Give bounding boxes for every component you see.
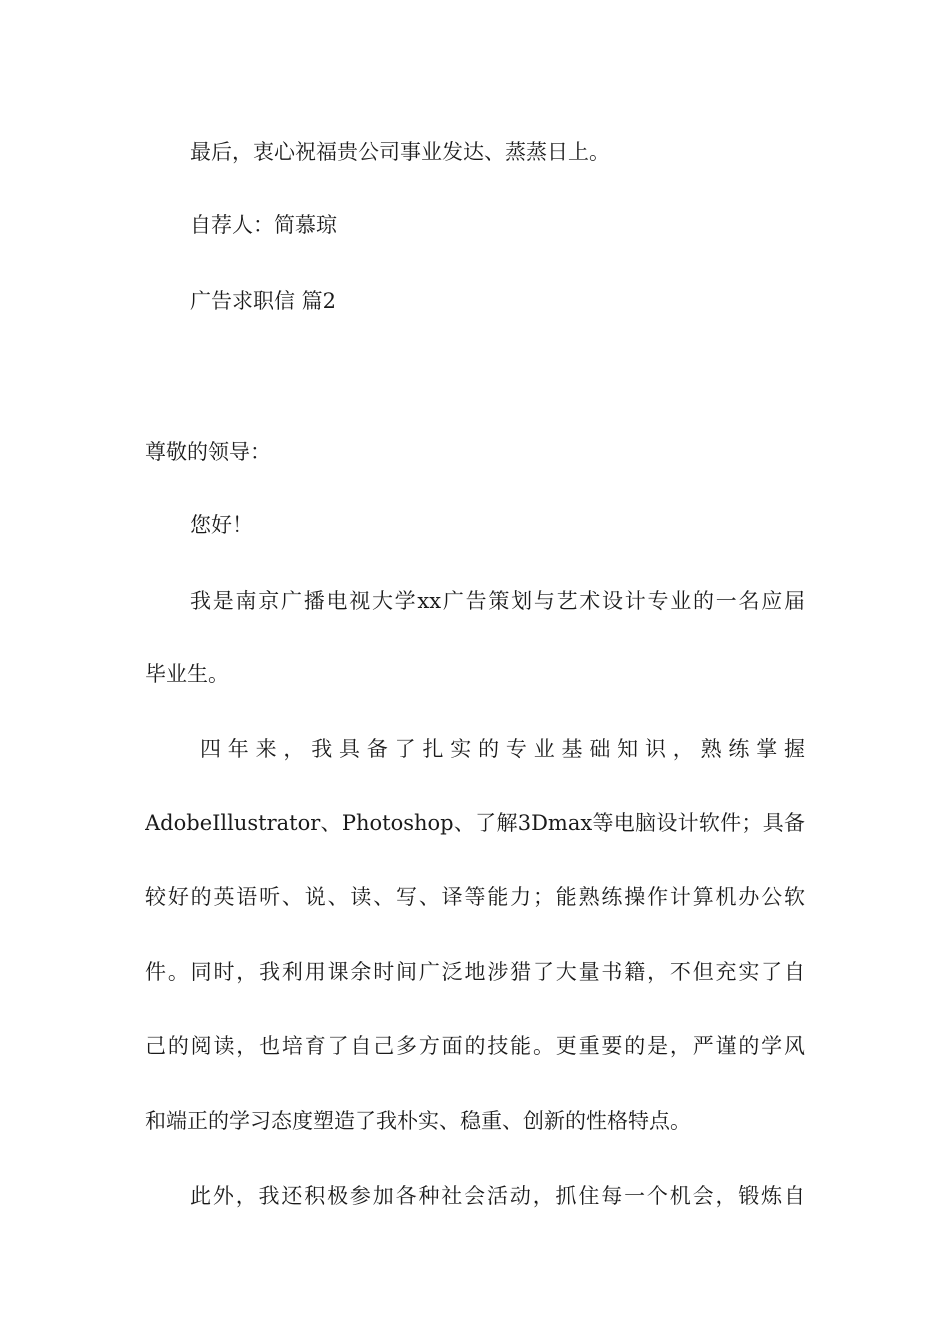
signature-line: 自荐人：简慕琼	[190, 213, 337, 237]
paragraph-line: 毕业生。	[145, 662, 229, 686]
salutation: 尊敬的领导：	[145, 440, 271, 464]
closing-wish-line: 最后，衷心祝福贵公司事业发达、蒸蒸日上。	[190, 140, 610, 164]
paragraph-line: 件。同时，我利用课余时间广泛地涉猎了大量书籍，不但充实了自	[145, 960, 805, 984]
paragraph-line: 己的阅读，也培育了自己多方面的技能。更重要的是，严谨的学风	[145, 1034, 805, 1058]
paragraph-line: 我是南京广播电视大学xx广告策划与艺术设计专业的一名应届	[190, 589, 805, 613]
paragraph-line: 较好的英语听、说、读、写、译等能力；能熟练操作计算机办公软	[145, 885, 805, 909]
paragraph-line: AdobeIllustrator、Photoshop、了解3Dmax等电脑设计软件；具备	[145, 811, 805, 835]
section-heading: 广告求职信 篇2	[190, 289, 337, 313]
greeting: 您好！	[190, 513, 253, 537]
paragraph-line: 此外，我还积极参加各种社会活动，抓住每一个机会，锻炼自	[190, 1184, 805, 1208]
paragraph-line: 四年来，我具备了扎实的专业基础知识，熟练掌握	[200, 737, 805, 761]
paragraph-line: 和端正的学习态度塑造了我朴实、稳重、创新的性格特点。	[145, 1109, 691, 1133]
